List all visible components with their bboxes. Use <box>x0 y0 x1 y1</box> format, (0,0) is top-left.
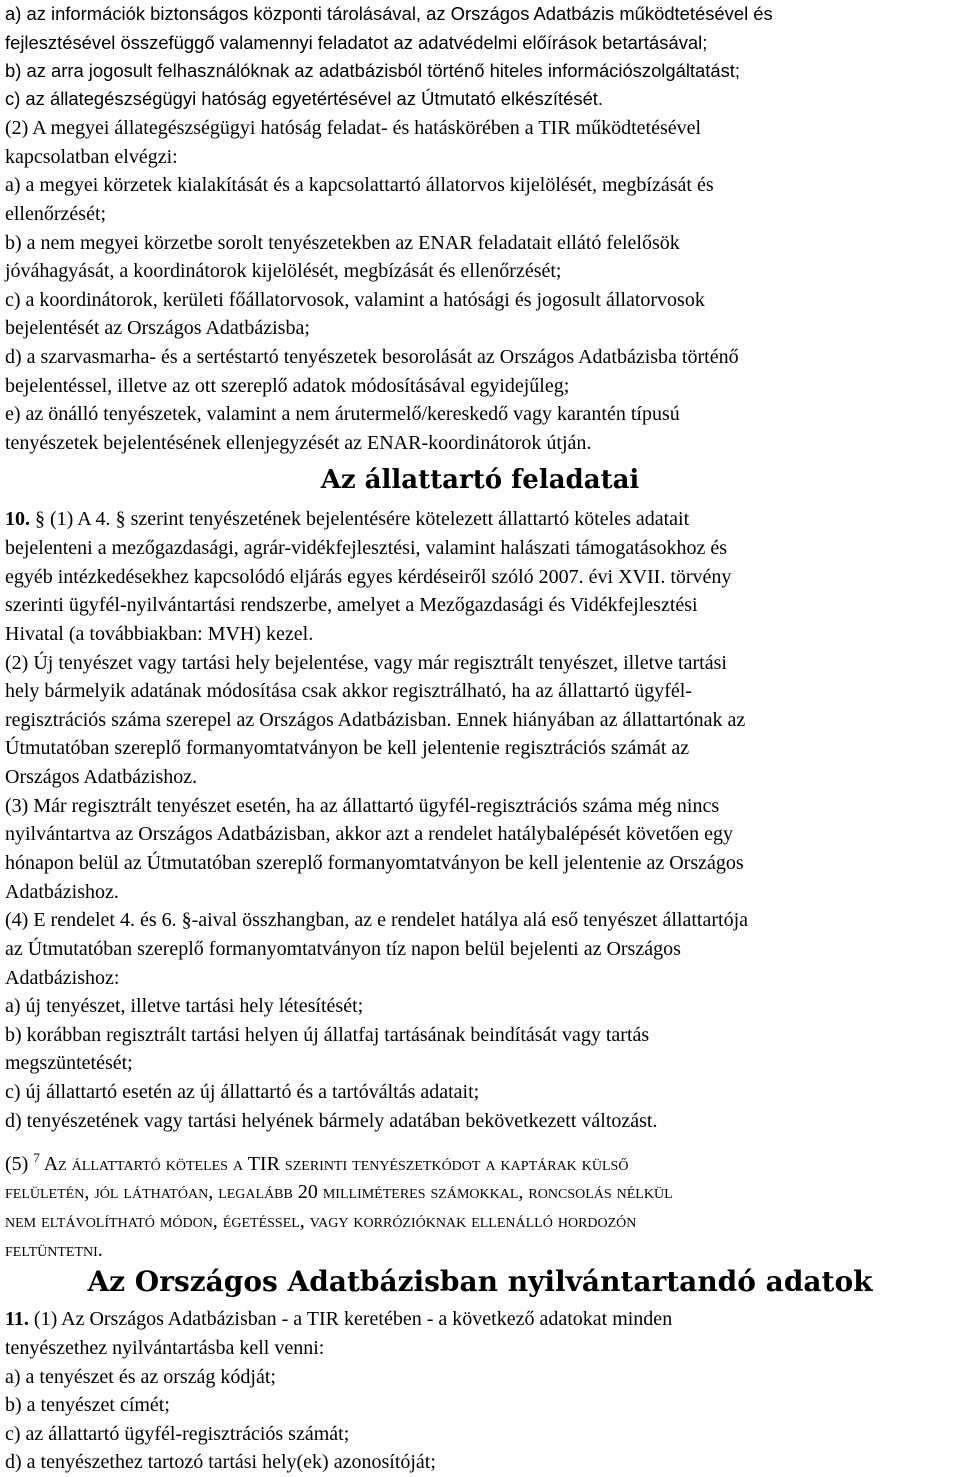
text-line: a) új tenyészet, illetve tartási hely létesítését; <box>5 995 364 1017</box>
text-line: (2) Új tenyészet vagy tartási hely bejelentése, vagy már regisztrált tenyészet, illetve tartási <box>5 652 727 674</box>
text-line: a) a megyei körzetek kialakítását és a kapcsolattartó állatorvos kijelölését, megbízását és <box>5 174 714 196</box>
text-line: regisztrációs száma szerepel az Országos Adatbázisban. Ennek hiányában az állattartónak az <box>5 709 746 731</box>
text-line: Útmutatóban szereplő formanyomtatványon be kell jelentenie regisztrációs számát az <box>5 737 690 759</box>
text-line: d) tenyészetének vagy tartási helyének bármely adatában bekövetkezett változást. <box>5 1110 658 1132</box>
text-line: az Útmutatóban szereplő formanyomtatványon tíz napon belül bejelenti az Országos <box>5 938 681 960</box>
section-sign-icon: § <box>35 508 45 530</box>
text-line: Adatbázishoz. <box>5 881 119 903</box>
text-fragment: (4) E rendelet 4. és 6. <box>5 909 182 931</box>
text-fragment: szerint tenyészetének bejelentésére kötelezett állattartó köteles adatait <box>125 508 690 530</box>
text-fragment: -aival összhangban, az e rendelet hatálya alá eső tenyészet állattartója <box>191 909 748 931</box>
text-line: ellenőrzését; <box>5 203 107 225</box>
text-line: Országos Adatbázishoz. <box>5 766 198 788</box>
text-line <box>5 505 689 533</box>
text-line: megszüntetését; <box>5 1052 133 1074</box>
section-heading: Az állattartó feladatai <box>320 465 640 495</box>
text-line: b) korábban regisztrált tartási helyen új állatfaj tartásának beindítását vagy tartás <box>5 1024 650 1046</box>
section-number: 11. <box>5 1308 29 1330</box>
text-line: bejelentését az Országos Adatbázisba; <box>5 317 310 339</box>
text-fragment: (1) A 4. <box>45 508 116 530</box>
text-line: Adatbázishoz: <box>5 967 120 989</box>
section-number: 10. <box>5 508 30 530</box>
text-line: d) a tenyészethez tartozó tartási hely(ek) azonosítóját; <box>5 1451 436 1473</box>
text-fragment: (1) Az Országos Adatbázisban - a TIR keretében - a következő adatokat minden <box>28 1308 673 1330</box>
text-line: b) a nem megyei körzetbe sorolt tenyészetekben az ENAR feladatait ellátó felelősök <box>5 232 680 254</box>
text-line: Hivatal (a továbbiakban: MVH) kezel. <box>5 623 314 645</box>
section-sign-icon: § <box>115 508 126 530</box>
text-line: e) az önálló tenyészetek, valamint a nem árutermelő/kereskedő vagy karantén típusú <box>5 403 680 425</box>
text-line: tenyészethez nyilvántartásba kell venni: <box>5 1337 325 1359</box>
text-line: c) új állattartó esetén az új állattartó és a tartóváltás adatait; <box>5 1081 480 1103</box>
text-fragment: Az állattartó köteles a TIR szerinti tenyészetkódot a kaptárak külső <box>39 1153 629 1175</box>
text-line: bejelentéssel, illetve az ott szereplő adatok módosításával egyidejűleg; <box>5 375 570 397</box>
text-line: a) a tenyészet és az ország kódját; <box>5 1366 276 1388</box>
section-sign-icon: § <box>181 909 192 931</box>
text-line: felületén, jól láthatóan, legalább 20 milliméteres számokkal, roncsolás nélkül <box>5 1181 673 1203</box>
text-line: fejlesztésével összefüggő valamennyi feladatot az adatvédelmi előírások betartásával; <box>5 32 708 53</box>
section-heading: Az Országos Adatbázisban nyilvántartandó adatok <box>87 1265 873 1298</box>
text-line: egyéb intézkedésekhez kapcsolódó eljárás egyes kérdéseiről szóló 2007. évi XVII. törvény <box>5 566 732 588</box>
text-line: feltüntetni. <box>5 1239 103 1261</box>
text-line: a) az információk biztonságos központi tárolásával, az Országos Adatbázis működtetésével és <box>5 3 773 24</box>
footnote-marker: 7 <box>33 1150 40 1165</box>
text-line: jóváhagyását, a koordinátorok kijelölését, megbízását és ellenőrzését; <box>5 260 562 282</box>
text-line: hónapon belül az Útmutatóban szereplő formanyomtatványon be kell jelentenie az Országos <box>5 852 744 874</box>
text-line: bejelenteni a mezőgazdasági, agrár-vidékfejlesztési, valamint halászati támogatásokhoz és <box>5 537 728 559</box>
text-line: c) a koordinátorok, kerületi főállatorvosok, valamint a hatósági és jogosult állatorvosok <box>5 289 705 311</box>
text-line: b) az arra jogosult felhasználóknak az adatbázisból történő hiteles információszolgáltatást; <box>5 60 741 81</box>
text-line: c) az állategészségügyi hatóság egyetértésével az Útmutató elkészítését. <box>5 88 604 109</box>
text-line: c) az állattartó ügyfél-regisztrációs számát; <box>5 1423 350 1445</box>
text-line: hely bármelyik adatának módosítása csak akkor regisztrálható, ha az állattartó ügyfél- <box>5 680 692 702</box>
text-line: nyilvántartva az Országos Adatbázisban, akkor azt a rendelet hatálybalépését követően egy <box>5 823 734 845</box>
text-line: kapcsolatban elvégzi: <box>5 146 178 168</box>
text-line: b) a tenyészet címét; <box>5 1394 170 1416</box>
text-line <box>5 1305 672 1333</box>
text-line: tenyészetek bejelentésének ellenjegyzését az ENAR-koordinátorok útján. <box>5 432 592 454</box>
text-line: (2) A megyei állategészségügyi hatóság feladat- és hatáskörében a TIR működtetésével <box>5 117 702 139</box>
text-line: nem eltávolítható módon, égetéssel, vagy korrózióknak ellenálló hordozón <box>5 1210 637 1232</box>
text-line: (3) Már regisztrált tenyészet esetén, ha az állattartó ügyfél-regisztrációs száma még nincs <box>5 795 720 817</box>
text-fragment: (5) <box>5 1153 34 1175</box>
text-line: d) a szarvasmarha- és a sertéstartó tenyészetek besorolását az Országos Adatbázisba történő <box>5 346 739 368</box>
text-line <box>5 906 748 934</box>
text-line: szerinti ügyfél-nyilvántartási rendszerbe, amelyet a Mezőgazdasági és Vidékfejlesztési <box>5 594 698 616</box>
text-line <box>5 1150 628 1178</box>
